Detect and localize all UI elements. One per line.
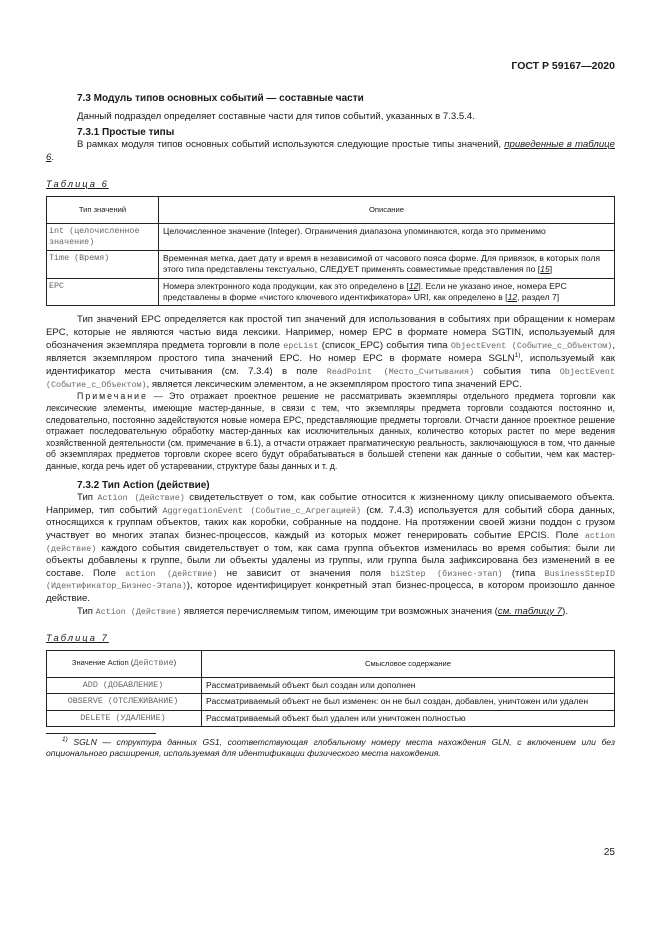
table-6-link[interactable]: приведенные в таблице 6 xyxy=(46,139,615,163)
code-term: BusinessStepID (Идентификатор_Бизнес-Этапа) xyxy=(46,568,615,592)
code-term: Action (Действие) xyxy=(95,606,182,617)
paragraph-text: является перечисляемым типом, имеющим три возможных значения ( xyxy=(181,605,498,617)
table-header-cell: Тип значений xyxy=(47,196,159,223)
code-term: action (действие) xyxy=(46,530,615,554)
table-header-row xyxy=(47,650,615,677)
paragraph-text: Тип xyxy=(77,605,96,617)
description-cell xyxy=(159,250,615,278)
header-text: ) xyxy=(173,658,177,668)
table-header-cell xyxy=(47,650,202,677)
reference-link[interactable]: 12 xyxy=(507,291,518,302)
table-6 xyxy=(46,196,615,307)
meaning-cell: Рассматриваемый объект был создан или дополнен xyxy=(202,677,615,693)
table-header-cell: Смысловое содержание xyxy=(202,650,615,677)
paragraph-text: ). xyxy=(562,605,569,617)
table-7-label: Таблица 7 xyxy=(46,632,109,644)
meaning-cell: Рассматриваемый объект был удален или уничтожен полностью xyxy=(202,710,615,726)
code-term: ReadPoint (Место_Считывания) xyxy=(326,367,475,378)
epc-paragraph xyxy=(46,314,615,391)
note-text: — Это отражает проектное решение не рассматривать экземпляры отдельного предмета торговли как лексические элементы, имеющие мастер-данные, в связи с тем, что экземпляры предмета торговли создаются постоянно и, следовательно, постоянно задействуются новые номера EPC, представляющие предметы торговли. Отчасти данное проектное решение отражает последовательную обработку мастер-данных как исключительных данных, количество которых растет по мере ведения хозяйственной деятельности (см. примечание в 6.1), а отчасти отражает прагматическую реальность, заключающуюся в том, что данные об экземплярах предметов торговли скорее всего будут обрабатываться в большей степени как данные о событии, чем как мастер-данные, когда речь идет об устаревании, структуре базы данных и т. д. xyxy=(46,391,615,472)
paragraph-text: (типа xyxy=(502,567,545,579)
paragraph-text: (список_EPC) события типа xyxy=(318,339,451,351)
footnote-text: SGLN — структура данных GS1, соответствующая глобальному номеру места нахождения GLN, с включением или без опционального расширения, используемая для идентификации физического места нахождения. xyxy=(46,736,615,759)
code-term: AggregationEvent (Событие_с_Агрегацией) xyxy=(162,505,361,516)
paragraph-text: ), которое идентифицирует конкретный этап бизнес-процесса, в котором произошло данное действие. xyxy=(46,580,615,605)
section-7-3-2-title: 7.3.2 Тип Action (действие) xyxy=(77,479,210,491)
table-row xyxy=(47,278,615,306)
value-type-cell: int (целочисленное значение) xyxy=(47,223,159,250)
table-row xyxy=(47,710,615,726)
reference-link[interactable]: 12 xyxy=(408,280,419,291)
cell-text: Номера электронного кода продукции, как это определено в [ xyxy=(163,280,409,291)
note-paragraph xyxy=(46,391,615,472)
cell-text: ] xyxy=(549,264,553,275)
paragraph-text: события типа xyxy=(474,366,560,378)
code-term: bizStep (бизнес-этап) xyxy=(390,568,503,579)
paragraph-text: каждого события свидетельствует о том, как сама группа объектов изменилась во время события: были ли объекты добавлены к группе, были ли объекты удалены из группы, или группа была зафиксирована без изменений в ее составе. Поле xyxy=(46,542,615,579)
table-7 xyxy=(46,650,615,727)
note-label: Примечание xyxy=(77,391,148,402)
paragraph-text: свидетельствует о том, как событие относится к жизненному циклу описываемого объекта. Например, тип событий xyxy=(46,491,615,516)
paragraph-text: . xyxy=(51,151,55,163)
code-term: action (действие) xyxy=(125,568,218,579)
table-header-row xyxy=(47,196,615,223)
table-row xyxy=(47,694,615,710)
cell-text: , раздел 7] xyxy=(517,291,560,302)
code-term: Действие xyxy=(133,658,174,669)
action-enum-paragraph xyxy=(46,606,615,619)
paragraph-text: не зависит от значения поля xyxy=(217,567,391,579)
page-content xyxy=(46,92,615,759)
meaning-cell: Рассматриваемый объект не был изменен: он не был создан, добавлен, уничтожен или удален xyxy=(202,694,615,710)
paragraph-text: Тип xyxy=(77,491,98,503)
section-7-3-1-paragraph xyxy=(46,139,615,164)
cell-text: Временная метка, дает дату и время в независимой от часового пояса форме. Для привязок, в которых поля этого типа представлены текстуально, СЛЕДУЕТ применять совместимые представления по [ xyxy=(163,252,600,275)
value-type-cell: EPC xyxy=(47,278,159,306)
table-7-link[interactable]: см. таблицу 7 xyxy=(497,605,563,617)
paragraph-text: , является экземпляром простого типа значений EPC. Но номер EPC в формате номера SGLN xyxy=(46,339,616,365)
footnote-mark: 1) xyxy=(514,352,521,360)
reference-link[interactable]: 15 xyxy=(540,264,550,275)
page-number: 25 xyxy=(603,847,615,858)
paragraph-text: , является лексическим элементом, а не экземпляром простого типа значений EPC. xyxy=(146,378,522,390)
cell-text: ]. Если не указано иное, номера EPC представлены в форме «чистого ключевого идентификатора» URI, как определено в [ xyxy=(163,280,567,302)
code-term: Action (Действие) xyxy=(97,492,185,503)
section-7-3-1-title: 7.3.1 Простые типы xyxy=(77,126,175,138)
document-header: ГОСТ Р 59167—2020 xyxy=(511,60,615,72)
paragraph-text: (см. 7.4.3) используется для событий сбора данных, относящихся к группам объектов, таких как коробки, собранные на поддоне. На протяжении своей жизни поддон с грузом участвует во многих этапах бизнес-процессов, каждый из которых может генерировать событие EPCIS. Поле xyxy=(46,504,615,541)
action-value-cell: DELETE (УДАЛЕНИЕ) xyxy=(47,710,202,726)
description-cell xyxy=(159,278,615,306)
action-value-cell: ADD (ДОБАВЛЕНИЕ) xyxy=(47,677,202,693)
action-paragraph xyxy=(46,492,615,606)
description-cell: Целочисленное значение (Integer). Ограничения диапазона упоминаются, когда это применимо xyxy=(159,223,615,250)
code-term: ObjectEvent (Событие_с_Объектом) xyxy=(46,367,615,390)
footnote-mark: 1) xyxy=(62,735,68,743)
table-row xyxy=(47,223,615,250)
action-value-cell: OBSERVE (ОТСЛЕЖИВАНИЕ) xyxy=(47,694,202,710)
header-text: Значение Action ( xyxy=(71,658,134,668)
table-row xyxy=(47,250,615,278)
section-7-3-intro: Данный подраздел определяет составные части для типов событий, указанных в 7.3.5.4. xyxy=(77,111,475,123)
code-term: epcList xyxy=(283,340,319,351)
paragraph-text: Тип значений EPC определяется как простой тип значений для использования в событиях при обращении к номерам EPC, которые не являются частью вида лексики. Например, номер EPC в формате номера SGTIN, используемый для обозначения экземпляра предмета торговли в поле xyxy=(46,314,615,351)
table-header-cell: Описание xyxy=(159,196,615,223)
paragraph-text: В рамках модуля типов основных событий используются следующие простые типы значений, xyxy=(77,139,505,151)
section-7-3-title: 7.3 Модуль типов основных событий — составные части xyxy=(77,93,364,104)
table-row xyxy=(47,677,615,693)
table-6-label: Таблица 6 xyxy=(46,178,109,190)
footnote xyxy=(46,736,615,760)
paragraph-text: , используемый как идентификатор места считывания (см. 7.3.4) в поле xyxy=(46,353,615,378)
footnote-divider xyxy=(46,733,156,734)
value-type-cell: Time (Время) xyxy=(47,250,159,278)
code-term: ObjectEvent (Событие_с_Объектом) xyxy=(450,340,613,351)
